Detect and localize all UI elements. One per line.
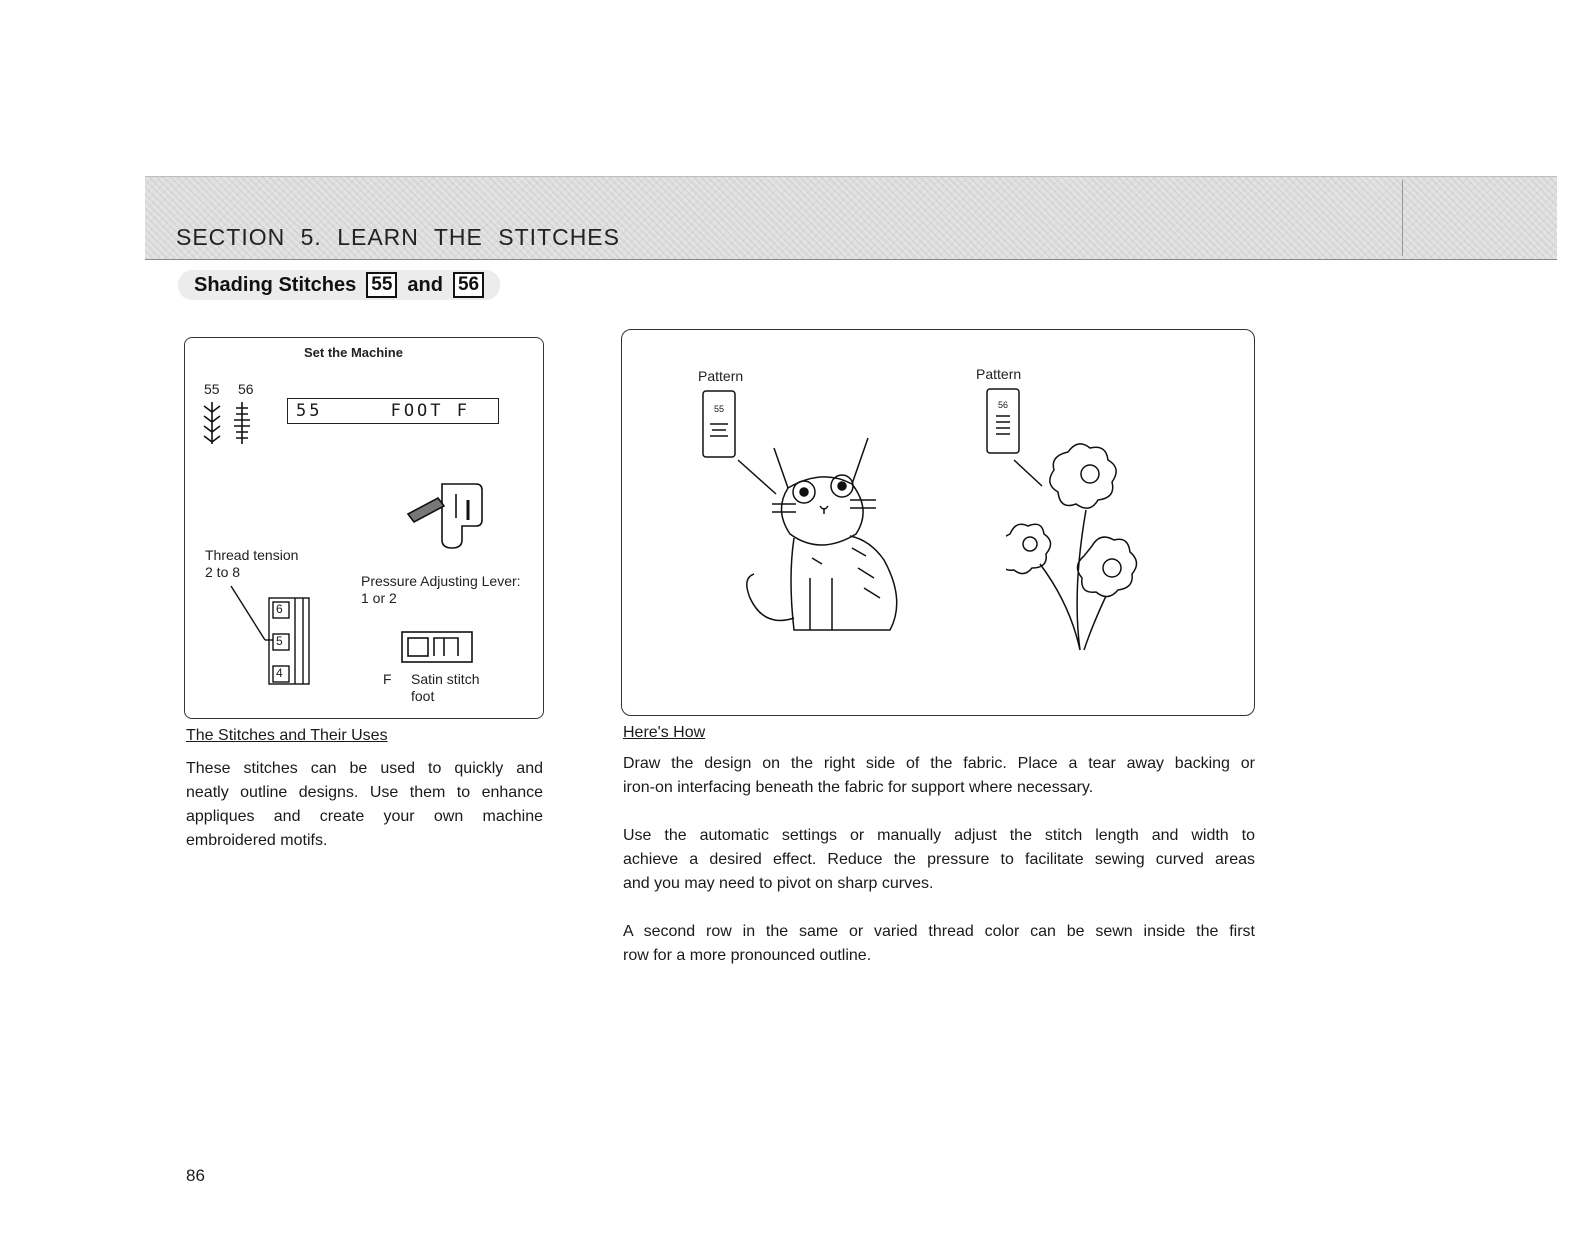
uses-line: neatly outline designs. Use them to enhance [186, 784, 543, 801]
tension-dial-icon [225, 580, 315, 686]
howto-paragraph-3 [623, 920, 1255, 968]
howto-line: row for a more pronounced outline. [623, 947, 872, 964]
pressure-label: Pressure Adjusting Lever: [361, 573, 521, 589]
uses-paragraph [186, 757, 543, 853]
dial-mark-4: 4 [276, 666, 283, 680]
pattern-num-left: 55 [714, 404, 725, 414]
dial-mark-6: 6 [276, 602, 283, 616]
stitch-number-badge: 55 [366, 272, 397, 298]
thread-tension-value: 2 to 8 [205, 564, 241, 580]
banner-divider [1402, 180, 1403, 256]
howto-line: and you may need to pivot on sharp curves. [623, 875, 934, 892]
foot-name-line1: Satin stitch [411, 671, 480, 687]
thread-tension-label: Thread tension [205, 547, 299, 563]
satin-foot-icon [400, 630, 474, 664]
uses-line: appliques and create your own machine [186, 808, 543, 825]
uses-line: These stitches can be used to quickly and [186, 760, 543, 777]
dial-mark-5: 5 [276, 634, 283, 648]
cat-illustration-icon [732, 428, 922, 648]
machine-heading: Set the Machine [304, 345, 403, 360]
howto-paragraph-2 [623, 824, 1255, 896]
stitch-num-56: 56 [238, 381, 254, 397]
page-subtitle [178, 270, 500, 300]
stitch-number-badge: 56 [453, 272, 484, 298]
pressure-lever-icon [398, 478, 498, 556]
page-number: 86 [186, 1166, 205, 1185]
lcd-display [287, 398, 499, 424]
section-title: SECTION 5. LEARN THE STITCHES [176, 224, 620, 250]
pattern-label-left: Pattern [698, 368, 744, 384]
pattern-label-right: Pattern [976, 366, 1022, 382]
subtitle-and: and [407, 273, 443, 296]
subtitle-text: Shading Stitches [194, 273, 357, 296]
howto-paragraph-1 [623, 752, 1255, 800]
uses-heading: The Stitches and Their Uses [186, 727, 388, 744]
howto-line: iron-on interfacing beneath the fabric for support where necessary. [623, 779, 1094, 796]
foot-name-line2: foot [411, 688, 435, 704]
howto-line: Draw the design on the right side of the fabric. Place a tear away backing or [623, 755, 1255, 772]
lcd-stitch-number: 55 [296, 401, 323, 421]
pattern-num-right: 56 [998, 400, 1009, 410]
uses-line: embroidered motifs. [186, 832, 328, 849]
howto-line: Use the automatic settings or manually adjust the stitch length and width to [623, 827, 1255, 844]
stitch-pattern-icon [200, 398, 270, 450]
foot-letter: F [383, 671, 392, 687]
stitch-num-55: 55 [204, 381, 220, 397]
howto-heading: Here's How [623, 724, 706, 741]
flower-illustration-icon [1006, 430, 1156, 654]
howto-line: achieve a desired effect. Reduce the pressure to facilitate sewing curved areas [623, 851, 1255, 868]
lcd-foot-label: FOOT F [390, 401, 470, 421]
howto-line: A second row in the same or varied thread color can be sewn inside the first [623, 923, 1255, 940]
pressure-value: 1 or 2 [361, 590, 397, 606]
